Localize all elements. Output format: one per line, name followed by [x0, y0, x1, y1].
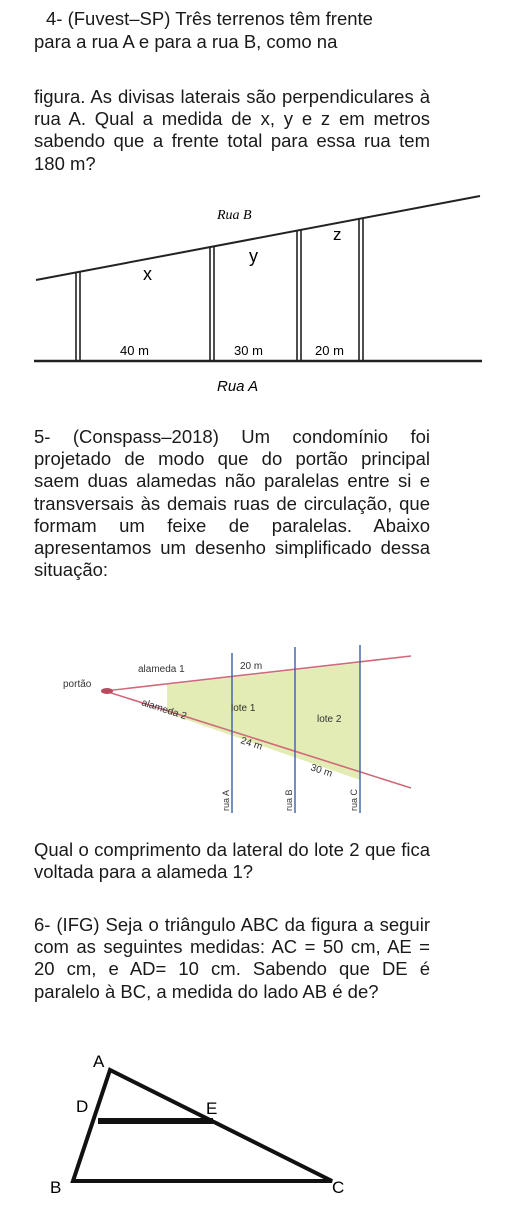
- lote-1-label: lote 1: [231, 703, 256, 714]
- rua-a-label: Rua A: [217, 378, 259, 395]
- rua-b-label: Rua B: [217, 208, 252, 223]
- m30-label: 30 m: [309, 762, 334, 780]
- m20-label: 20 m: [240, 661, 263, 672]
- alameda-2-label: alameda 2: [140, 697, 188, 723]
- distance-20: 20 m: [315, 343, 344, 358]
- rua-b-label: rua B: [284, 789, 294, 811]
- q6-text: 6- (IFG) Seja o triângulo ABC da figura a seguir com as seguintes medidas: AC = 50 cm, AE = 20 cm, e AD= 10 cm. Sabendo que DE é paralelo à BC, a medida do lado AB é de?: [34, 914, 430, 1002]
- vertex-b: B: [50, 1178, 62, 1197]
- alameda-1-label: alameda 1: [138, 664, 185, 675]
- vertex-a: A: [93, 1052, 105, 1071]
- portao-label: portão: [63, 679, 92, 690]
- z-label: z: [333, 225, 342, 244]
- rua-c-label: rua C: [349, 788, 359, 811]
- q4-figure: [30, 190, 490, 400]
- m24-label: 24 m: [239, 735, 264, 753]
- portao-marker: [101, 688, 113, 694]
- distance-30: 30 m: [234, 343, 263, 358]
- lote-2-label: lote 2: [317, 714, 342, 725]
- q6-figure: [40, 1050, 370, 1200]
- q5-figure: [55, 645, 425, 825]
- q4-line-1: 4- (Fuvest–SP) Três terrenos têm frente: [46, 8, 373, 29]
- vertex-d: D: [76, 1097, 89, 1116]
- rua-a-label: rua A: [221, 789, 231, 811]
- y-label: y: [249, 246, 258, 266]
- vertex-c: C: [332, 1178, 345, 1197]
- triangle-abc: [73, 1070, 332, 1181]
- q4-text: figura. As divisas laterais são perpendiculares à rua A. Qual a medida de x, y e z em metros sabendo que a frente total para essa rua tem 180 m?: [34, 86, 430, 174]
- rua-b-line: [36, 196, 480, 280]
- q5-question: Qual o comprimento da lateral do lote 2 que fica voltada para a alameda 1?: [34, 839, 430, 883]
- x-label: x: [143, 264, 152, 284]
- distance-40: 40 m: [120, 343, 149, 358]
- q4-line-2: para a rua A e para a rua B, como na: [34, 31, 338, 52]
- q5-text: 5- (Conspass–2018) Um condomínio foi projetado de modo que do portão principal saem duas alamedas não paralelas entre si e transversais às demais ruas de circulação, que formam um feixe de paralelas. Abaixo apresentamos um desenho simplificado dessa situação:: [34, 426, 430, 581]
- lot-dividers: [76, 218, 363, 361]
- vertex-e: E: [206, 1099, 218, 1118]
